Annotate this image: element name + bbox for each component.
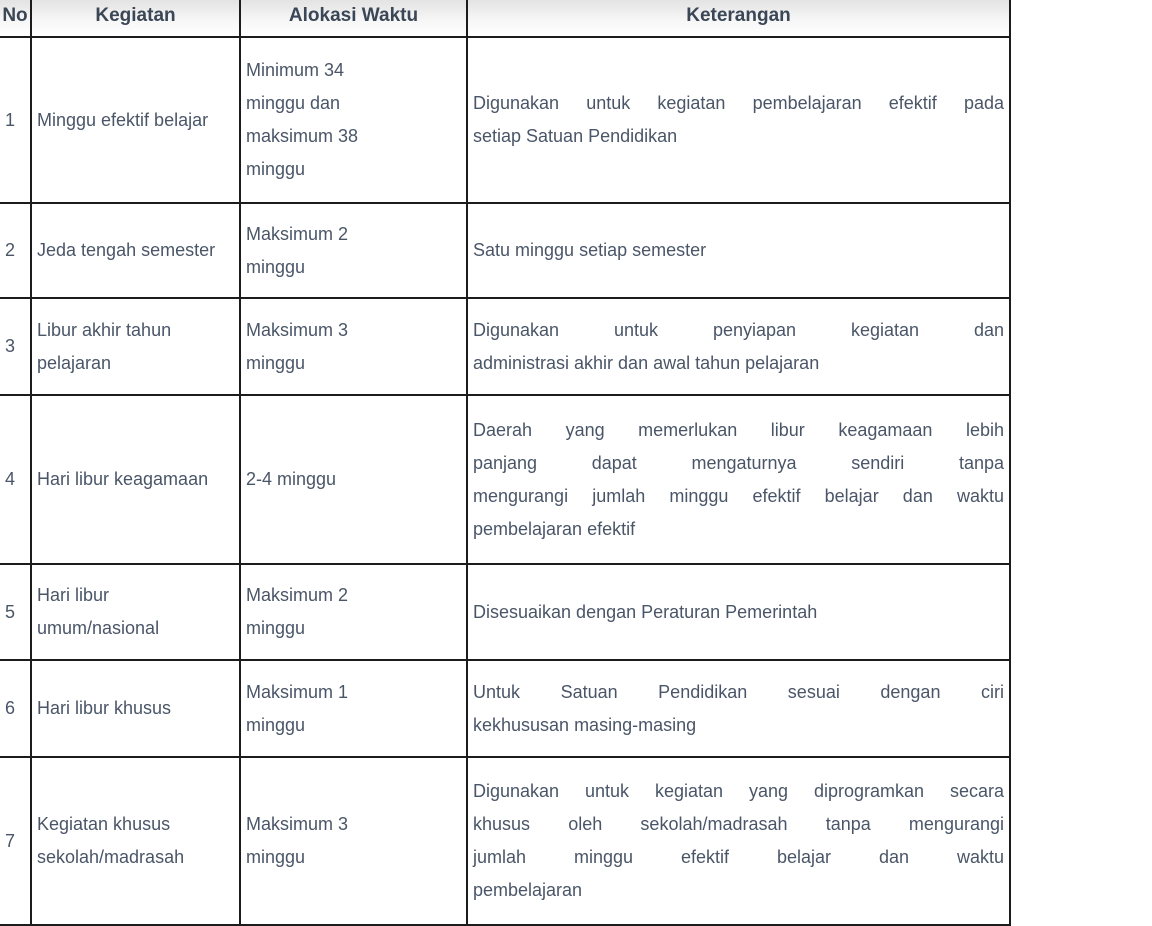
cell-no: 1: [0, 37, 31, 203]
column-header-keterangan: Keterangan: [467, 0, 1010, 37]
cell-kegiatan: Jeda tengah semester: [31, 203, 240, 298]
table-row: [0, 564, 1010, 660]
cell-no: 5: [0, 564, 31, 660]
cell-keterangan: Digunakan untuk kegiatan yang diprogramkan secara khusus oleh sekolah/madrasah tanpa mengurangi jumlah minggu efektif belajar dan waktu pembelajaran: [467, 757, 1010, 925]
cell-keterangan: Disesuaikan dengan Peraturan Pemerintah: [467, 564, 1010, 660]
table-row: [0, 37, 1010, 203]
cell-no: 7: [0, 757, 31, 925]
cell-alokasi: Maksimum 2 minggu: [240, 564, 467, 660]
cell-kegiatan: Libur akhir tahun pelajaran: [31, 298, 240, 395]
column-header-alokasi: Alokasi Waktu: [240, 0, 467, 37]
cell-alokasi: Maksimum 2 minggu: [240, 203, 467, 298]
table-header-row: [0, 0, 1010, 37]
table-row: [0, 395, 1010, 564]
cell-alokasi: Maksimum 1 minggu: [240, 660, 467, 757]
table-row: [0, 298, 1010, 395]
cell-alokasi: Minimum 34 minggu dan maksimum 38 minggu: [240, 37, 467, 203]
cell-alokasi: 2-4 minggu: [240, 395, 467, 564]
cell-no: 6: [0, 660, 31, 757]
cell-no: 4: [0, 395, 31, 564]
cell-keterangan: Digunakan untuk penyiapan kegiatan dan administrasi akhir dan awal tahun pelajaran: [467, 298, 1010, 395]
cell-kegiatan: Minggu efektif belajar: [31, 37, 240, 203]
cell-kegiatan: Hari libur umum/nasional: [31, 564, 240, 660]
cell-no: 3: [0, 298, 31, 395]
cell-kegiatan: Hari libur keagamaan: [31, 395, 240, 564]
table-row: [0, 757, 1010, 925]
cell-no: 2: [0, 203, 31, 298]
column-header-no: No: [0, 0, 31, 37]
column-header-kegiatan: Kegiatan: [31, 0, 240, 37]
cell-alokasi: Maksimum 3 minggu: [240, 298, 467, 395]
cell-keterangan: Untuk Satuan Pendidikan sesuai dengan ciri kekhususan masing-masing: [467, 660, 1010, 757]
cell-kegiatan: Kegiatan khusus sekolah/madrasah: [31, 757, 240, 925]
cell-keterangan: Satu minggu setiap semester: [467, 203, 1010, 298]
cell-keterangan: Daerah yang memerlukan libur keagamaan lebih panjang dapat mengaturnya sendiri tanpa mengurangi jumlah minggu efektif belajar dan waktu pembelajaran efektif: [467, 395, 1010, 564]
cell-alokasi: Maksimum 3 minggu: [240, 757, 467, 925]
table-row: [0, 203, 1010, 298]
cell-kegiatan: Hari libur khusus: [31, 660, 240, 757]
table-row: [0, 660, 1010, 757]
cell-keterangan: Digunakan untuk kegiatan pembelajaran efektif pada setiap Satuan Pendidikan: [467, 37, 1010, 203]
